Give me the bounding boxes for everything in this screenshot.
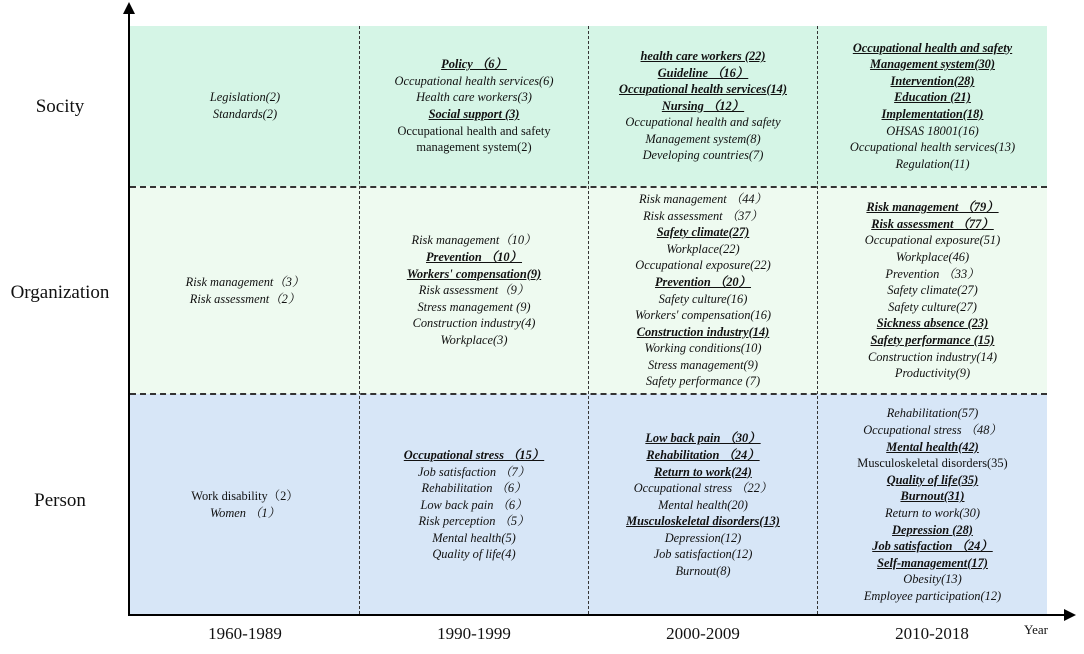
divider-person xyxy=(130,393,1047,395)
keyword-item: Work disability（2） xyxy=(191,489,299,504)
keyword-item: Working conditions(10) xyxy=(644,341,762,356)
keyword-item: Risk assessment （37） xyxy=(643,208,763,223)
cell-organization-2010-2018 xyxy=(818,188,1047,393)
cell-person-1960-1989 xyxy=(131,396,359,614)
keyword-item: Depression(12) xyxy=(664,530,742,545)
keyword-item: Quality of life(4) xyxy=(432,547,516,562)
row-label-organization: Organization xyxy=(10,282,110,303)
keyword-item: Stress management (9) xyxy=(417,299,531,314)
keyword-item: Risk assessment （77） xyxy=(871,216,994,231)
keyword-item: management system(2) xyxy=(416,140,532,155)
keyword-item: Safety performance (7) xyxy=(645,374,761,389)
col-label-2010-2018: 2010-2018 xyxy=(895,624,969,643)
keyword-item: Occupational exposure(22) xyxy=(635,258,771,273)
keyword-item: Risk management （79） xyxy=(866,200,999,215)
keyword-item: Risk management（10） xyxy=(411,233,537,248)
keyword-item: Occupational stress （48） xyxy=(863,423,1002,438)
keyword-item: Rehabilitation(57) xyxy=(886,406,979,421)
keyword-item: Occupational exposure(51) xyxy=(864,233,1001,248)
cell-society-2000-2009 xyxy=(589,26,817,186)
keyword-item: Stress management(9) xyxy=(647,357,758,372)
keyword-item: Workplace(3) xyxy=(440,332,508,347)
keyword-item: Rehabilitation （6） xyxy=(421,481,527,496)
keyword-item: Risk perception （5） xyxy=(418,514,530,529)
keyword-item: Social support (3) xyxy=(428,107,520,121)
keyword-item: Safety performance (15) xyxy=(870,332,995,347)
keyword-item: Risk assessment（2） xyxy=(189,291,301,306)
keyword-item: Job satisfaction （7） xyxy=(417,464,531,479)
keyword-item: Occupational stress （15） xyxy=(403,447,545,462)
keyword-item: Intervention(28) xyxy=(890,73,975,88)
keyword-item: Safety climate(27) xyxy=(656,225,750,240)
keyword-item: Prevention （10） xyxy=(425,250,523,265)
keyword-item: Burnout(8) xyxy=(675,564,731,579)
keyword-item: Burnout(31) xyxy=(900,489,965,504)
row-label-person: Person xyxy=(34,490,86,511)
keyword-item: health care workers (22) xyxy=(640,48,766,63)
keyword-item: Standards(2) xyxy=(212,107,278,121)
cell-organization-1990-1999 xyxy=(360,188,588,393)
cell-society-1990-1999 xyxy=(360,26,588,186)
keyword-item: Occupational health and safety xyxy=(852,40,1013,55)
keyword-item: Occupational health services(14) xyxy=(619,82,787,97)
keyword-item: Job satisfaction （24） xyxy=(872,539,993,554)
col-label-1990-1999: 1990-1999 xyxy=(437,624,511,643)
cell-person-2000-2009 xyxy=(589,396,817,614)
cell-organization-2000-2009 xyxy=(589,188,817,393)
keyword-item: Construction industry(4) xyxy=(412,316,536,331)
keyword-item: Safety culture(16) xyxy=(658,291,748,306)
keyword-item: Prevention （33） xyxy=(885,266,980,281)
keyword-item: Workplace(22) xyxy=(666,241,740,256)
keyword-item: Risk assessment（9） xyxy=(418,283,530,298)
keyword-item: Obesity(13) xyxy=(903,572,962,587)
keyword-item: Occupational stress （22） xyxy=(633,481,773,496)
keyword-item: Job satisfaction(12) xyxy=(653,547,753,562)
keyword-item: Mental health(42) xyxy=(886,439,979,454)
cell-person-2010-2018 xyxy=(818,396,1047,614)
keyword-item: Occupational health services(6) xyxy=(394,73,554,88)
col-label-1960-1989: 1960-1989 xyxy=(208,624,282,643)
keyword-item: Health care workers(3) xyxy=(416,90,532,105)
keyword-item: Construction industry(14) xyxy=(636,324,770,339)
keyword-item: Return to work(30) xyxy=(885,506,980,520)
keyword-item: Implementation(18) xyxy=(881,107,984,121)
row-label-society: Socity xyxy=(35,96,85,117)
keyword-item: Low back pain （6） xyxy=(420,497,528,512)
keyword-item: Nursing （12） xyxy=(661,98,745,113)
keyword-item: Legislation(2) xyxy=(209,90,281,105)
keyword-item: Developing countries(7) xyxy=(642,148,764,163)
keyword-item: Risk management （44） xyxy=(638,191,767,206)
keyword-item: Low back pain （30） xyxy=(645,431,761,446)
keyword-item: Mental health(5) xyxy=(432,530,516,545)
col-label-2000-2009: 2000-2009 xyxy=(666,624,740,643)
keyword-item: Prevention （20） xyxy=(654,274,752,289)
keyword-item: Safety climate(27) xyxy=(887,283,978,298)
keyword-item: Construction industry(14) xyxy=(867,349,998,364)
keyword-item: Self-management(17) xyxy=(877,555,988,570)
keyword-item: Quality of life(35) xyxy=(886,472,979,487)
keyword-item: Policy （6） xyxy=(441,57,507,72)
keyword-item: Education (21) xyxy=(894,90,971,105)
cell-person-1990-1999 xyxy=(360,396,588,614)
keyword-item: Musculoskeletal disorders(13) xyxy=(626,514,780,529)
keyword-item: Mental health(20) xyxy=(658,497,748,512)
keyword-item: Occupational health services(13) xyxy=(849,140,1016,155)
keyword-item: OHSAS 18001(16) xyxy=(886,123,979,138)
keyword-item: Guideline （16） xyxy=(657,65,749,80)
cell-society-1960-1989 xyxy=(131,26,359,186)
keyword-item: Workplace(46) xyxy=(895,250,970,265)
keyword-item: Sickness absence (23) xyxy=(876,316,989,331)
keyword-item: Workers' compensation(9) xyxy=(406,266,542,281)
y-axis-arrow-icon xyxy=(123,2,135,14)
keyword-item: Management system(30) xyxy=(870,57,995,72)
keyword-item: Depression (28) xyxy=(892,522,973,537)
keyword-item: Return to work(24) xyxy=(654,464,752,479)
x-axis-arrow-icon xyxy=(1064,609,1076,621)
keyword-item: Regulation(11) xyxy=(895,156,970,171)
keyword-item: Occupational health and safety xyxy=(397,123,551,138)
keyword-item: Women （1） xyxy=(209,506,281,520)
keyword-item: Workers' compensation(16) xyxy=(634,308,772,323)
keyword-item: Safety culture(27) xyxy=(888,299,977,314)
cell-organization-1960-1989 xyxy=(131,188,359,393)
keyword-item: Rehabilitation （24） xyxy=(646,447,760,462)
keyword-item: Management system(8) xyxy=(645,131,761,146)
x-axis-title: Year xyxy=(1024,622,1048,637)
keyword-item: Employee participation(12) xyxy=(863,588,1002,603)
cell-society-2010-2018 xyxy=(818,26,1047,186)
keyword-item: Productivity(9) xyxy=(894,366,971,381)
keyword-item: Risk management（3） xyxy=(185,274,305,289)
y-axis xyxy=(128,10,130,616)
keyword-item: Musculoskeletal disorders(35) xyxy=(857,456,1008,471)
x-axis xyxy=(128,614,1068,616)
keyword-item: Occupational health and safety xyxy=(625,115,781,130)
